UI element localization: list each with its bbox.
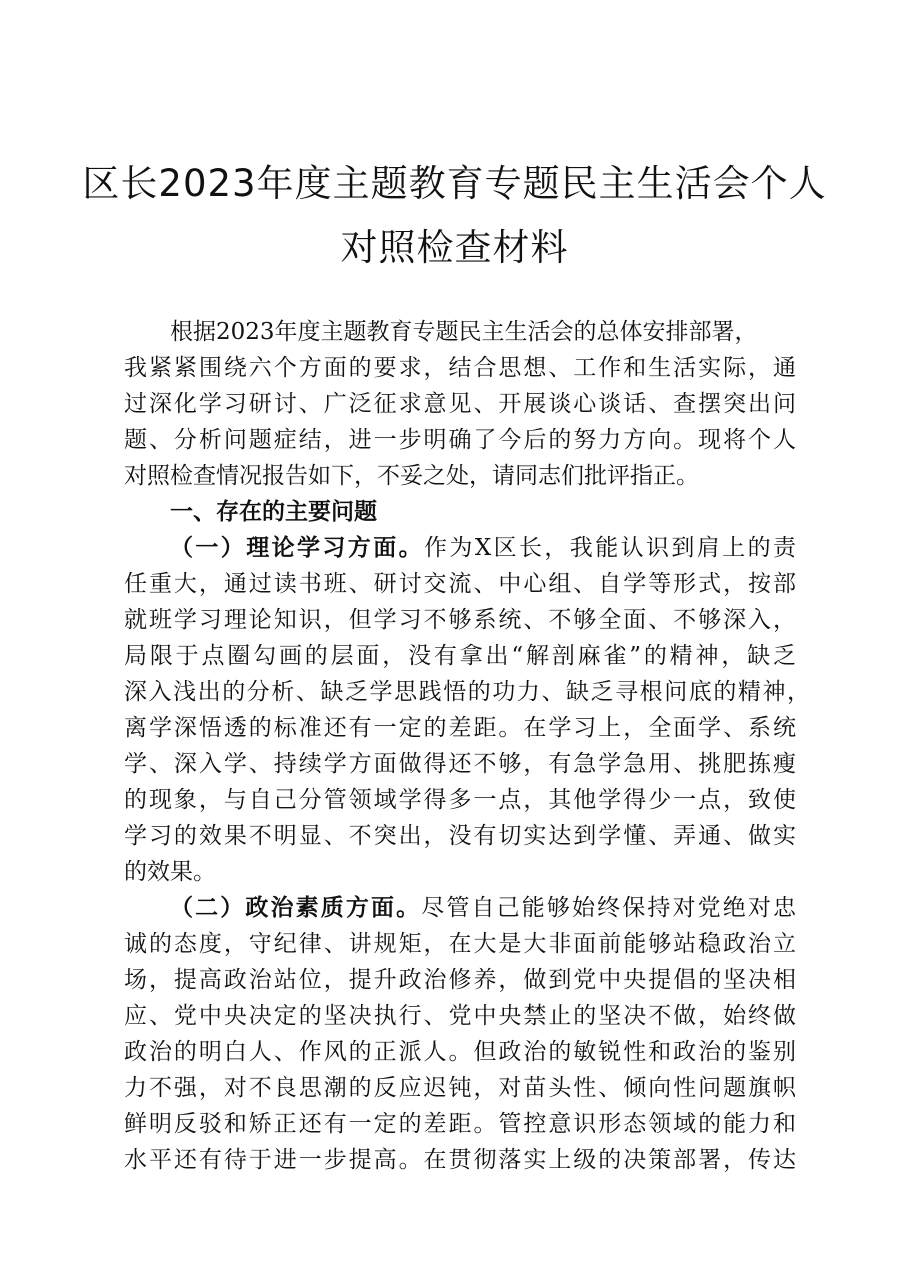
body-line: 水平还有待于进一步提高。在贯彻落实上级的决策部署，传达 xyxy=(124,1147,796,1173)
body-line: 局限于点圈勾画的层面，没有拿出“解剖麻雀”的精神，缺乏 xyxy=(124,643,796,669)
body-line: 诚的态度，守纪律、讲规矩，在大是大非面前能够站稳政治立 xyxy=(124,931,796,957)
body-line: 场，提高政治站位，提升政治修养，做到党中央提倡的坚决相 xyxy=(124,967,796,993)
body-line xyxy=(170,530,796,566)
body-line: 学、深入学、持续学方面做得还不够，有急学急用、挑肥拣瘦 xyxy=(124,751,796,777)
body-line: 深入浅出的分析、缺乏学思践悟的功力、缺乏寻根问底的精神， xyxy=(124,679,810,705)
body-text: 尽管自己能够始终保持对党绝对忠 xyxy=(421,895,796,921)
body-line: 的效果。 xyxy=(124,859,216,885)
body-line: 政治的明白人、作风的正派人。但政治的敏锐性和政治的鉴别 xyxy=(124,1039,796,1065)
body-line: 任重大，通过读书班、研讨交流、中心组、自学等形式，按部 xyxy=(124,571,796,597)
body-line: 对照检查情况报告如下，不妥之处，请同志们批评指正。 xyxy=(124,463,699,489)
document-title-line-2: 对照检查材料 xyxy=(340,226,569,269)
body-line: 就班学习理论知识，但学习不够系统、不够全面、不够深入， xyxy=(124,607,796,633)
body-line: 离学深悟透的标准还有一定的差距。在学习上，全面学、系统 xyxy=(124,715,796,741)
body-line: 根据2023年度主题教育专题民主生活会的总体安排部署， xyxy=(170,319,758,345)
body-line: 的现象，与自己分管领域学得多一点，其他学得少一点，致使 xyxy=(124,787,796,813)
subheading-theory-study: （一）理论学习方面。 xyxy=(170,534,425,561)
body-line: 鲜明反驳和矫正还有一定的差距。管控意识形态领域的能力和 xyxy=(124,1111,796,1137)
body-line: 应、党中央决定的坚决执行、党中央禁止的坚决不做，始终做 xyxy=(124,1003,796,1029)
subheading-political-quality: （二）政治素质方面。 xyxy=(170,894,422,921)
document-title-line-1: 区长2023年度主题教育专题民主生活会个人 xyxy=(82,162,827,205)
body-line: 过深化学习研讨、广泛征求意见、开展谈心谈话、查摆突出问 xyxy=(124,391,796,417)
body-line: 学习的效果不明显、不突出，没有切实达到学懂、弄通、做实 xyxy=(124,823,796,849)
body-line: 力不强，对不良思潮的反应迟钝，对苗头性、倾向性问题旗帜 xyxy=(124,1075,796,1101)
body-line: 题、分析问题症结，进一步明确了今后的努力方向。现将个人 xyxy=(124,427,796,453)
body-text: 作为X区长，我能认识到肩上的责 xyxy=(424,535,797,561)
body-line: 我紧紧围绕六个方面的要求，结合思想、工作和生活实际，通 xyxy=(124,355,796,381)
body-line xyxy=(170,890,796,926)
section-heading: 一、存在的主要问题 xyxy=(170,499,377,525)
